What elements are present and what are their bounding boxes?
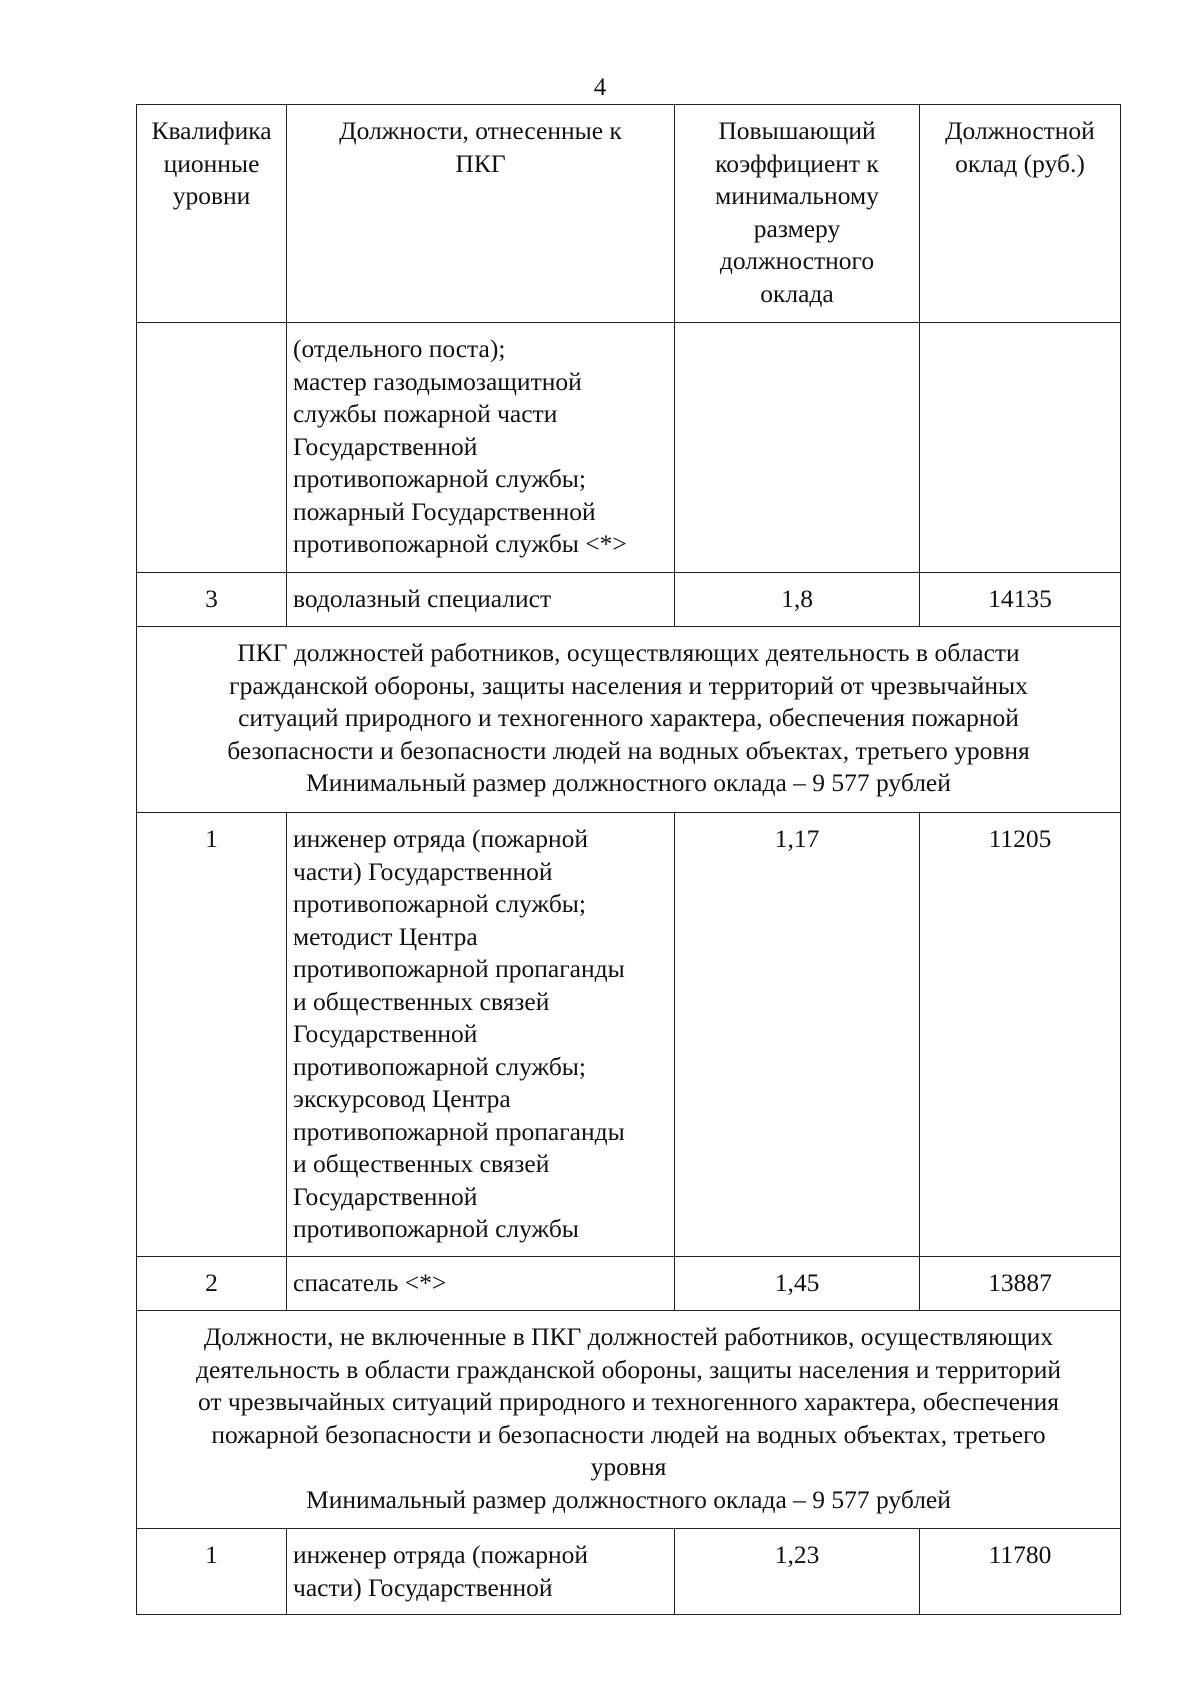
salary-cell: 11205 [920,813,1121,1257]
table-row [137,1529,1121,1615]
positions-cell: спасатель <*> [287,1257,675,1311]
table-row [137,1257,1121,1311]
position-line: противопожарной службы; [293,1051,587,1081]
table-row [137,323,1121,573]
header-text-line: Должностной [945,116,1095,145]
position-line: противопожарной службы; [293,464,587,493]
position-line: методист Центра [293,921,478,951]
section-line: гражданской обороны, защиты населения и территорий от чрезвычайных [229,670,1028,700]
section-line: Должности, не включенные в ПКГ должностей работников, осуществляющих [203,1322,1054,1351]
header-text-line: уровни [172,181,251,210]
header-text-line: ционные [163,148,260,178]
position-line: службы пожарной части [293,399,558,428]
header-text-line: должностного [719,246,875,275]
position-line: противопожарной службы; [293,889,587,918]
table-header-row [137,105,1121,323]
position-line: противопожарной пропаганды [293,954,625,983]
level-cell: 1 [137,813,287,1257]
level-cell: 2 [137,1257,287,1311]
coefficient-cell: 1,45 [675,1257,920,1311]
positions-cell [287,323,675,573]
section-line: безопасности и безопасности людей на водных объектах, третьего уровня [227,735,1030,765]
coefficient-cell: 1,23 [675,1529,920,1615]
salary-cell [920,323,1121,573]
section-line: деятельность в области гражданской обороны, защиты населения и территорий [195,1354,1062,1384]
position-line: мастер газодымозащитной [293,366,582,396]
section-line: ситуаций природного и техногенного характера, обеспечения пожарной [238,703,1019,732]
header-coefficient [675,105,920,323]
header-text-line: Должности, отнесенные к [339,116,622,145]
section-line: пожарной безопасности и безопасности людей на водных объектах, третьего [211,1419,1046,1449]
salary-cell: 14135 [920,573,1121,627]
header-text-line: Квалифика [151,116,272,145]
page-number: 4 [593,74,607,101]
position-line: Государственной [293,1019,478,1048]
section-line: Минимальный размер должностного оклада – 9 577 рублей [306,768,951,797]
salary-cell: 13887 [920,1257,1121,1311]
section-heading-row [137,1311,1121,1529]
header-text-line: оклада [760,278,834,308]
header-text-line: Повышающий [718,116,876,145]
coefficient-cell [675,323,920,573]
header-positions [287,105,675,323]
coefficient-cell: 1,17 [675,813,920,1257]
salary-table [136,104,1121,1615]
position-line: инженер отряда (пожарной [293,824,588,853]
position-line: части) Государственной [293,1572,553,1602]
table-row [137,573,1121,627]
position-line: части) Государственной [293,856,553,886]
table-row [137,813,1121,1257]
level-cell: 1 [137,1529,287,1615]
position-line: Государственной [293,431,478,461]
header-qualification-level [137,105,287,323]
position-line: Государственной [293,1181,478,1211]
header-text-line: минимальному [715,181,879,210]
position-line: (отдельного поста); [293,334,506,363]
header-text-line: ПКГ [455,148,506,178]
position-line: и общественных связей [293,1149,550,1178]
section-heading-cell [137,627,1121,813]
position-line: экскурсовод Центра [293,1084,511,1113]
position-line: противопожарной пропаганды [293,1116,625,1146]
section-heading-cell [137,1311,1121,1529]
positions-cell [287,813,675,1257]
header-text-line: коэффициент к [715,148,879,178]
section-heading-row [137,627,1121,813]
positions-cell: водолазный специалист [287,573,675,627]
position-line: инженер отряда (пожарной [293,1540,588,1569]
header-salary [920,105,1121,323]
section-line: уровня [590,1452,667,1481]
level-cell [137,323,287,573]
position-line: и общественных связей [293,986,550,1016]
position-line: пожарный Государственной [293,496,596,526]
positions-cell [287,1529,675,1615]
section-line: ПКГ должностей работников, осуществляющих деятельность в области [237,638,1020,667]
position-line: противопожарной службы [293,1214,579,1243]
coefficient-cell: 1,8 [675,573,920,627]
header-text-line: размеру [753,213,841,243]
section-line: Минимальный размер должностного оклада – 9 577 рублей [306,1484,951,1514]
level-cell: 3 [137,573,287,627]
section-line: от чрезвычайных ситуаций природного и техногенного характера, обеспечения [197,1387,1060,1416]
header-text-line: оклад (руб.) [955,148,1085,178]
salary-cell: 11780 [920,1529,1121,1615]
position-line: противопожарной службы <*> [293,529,627,558]
